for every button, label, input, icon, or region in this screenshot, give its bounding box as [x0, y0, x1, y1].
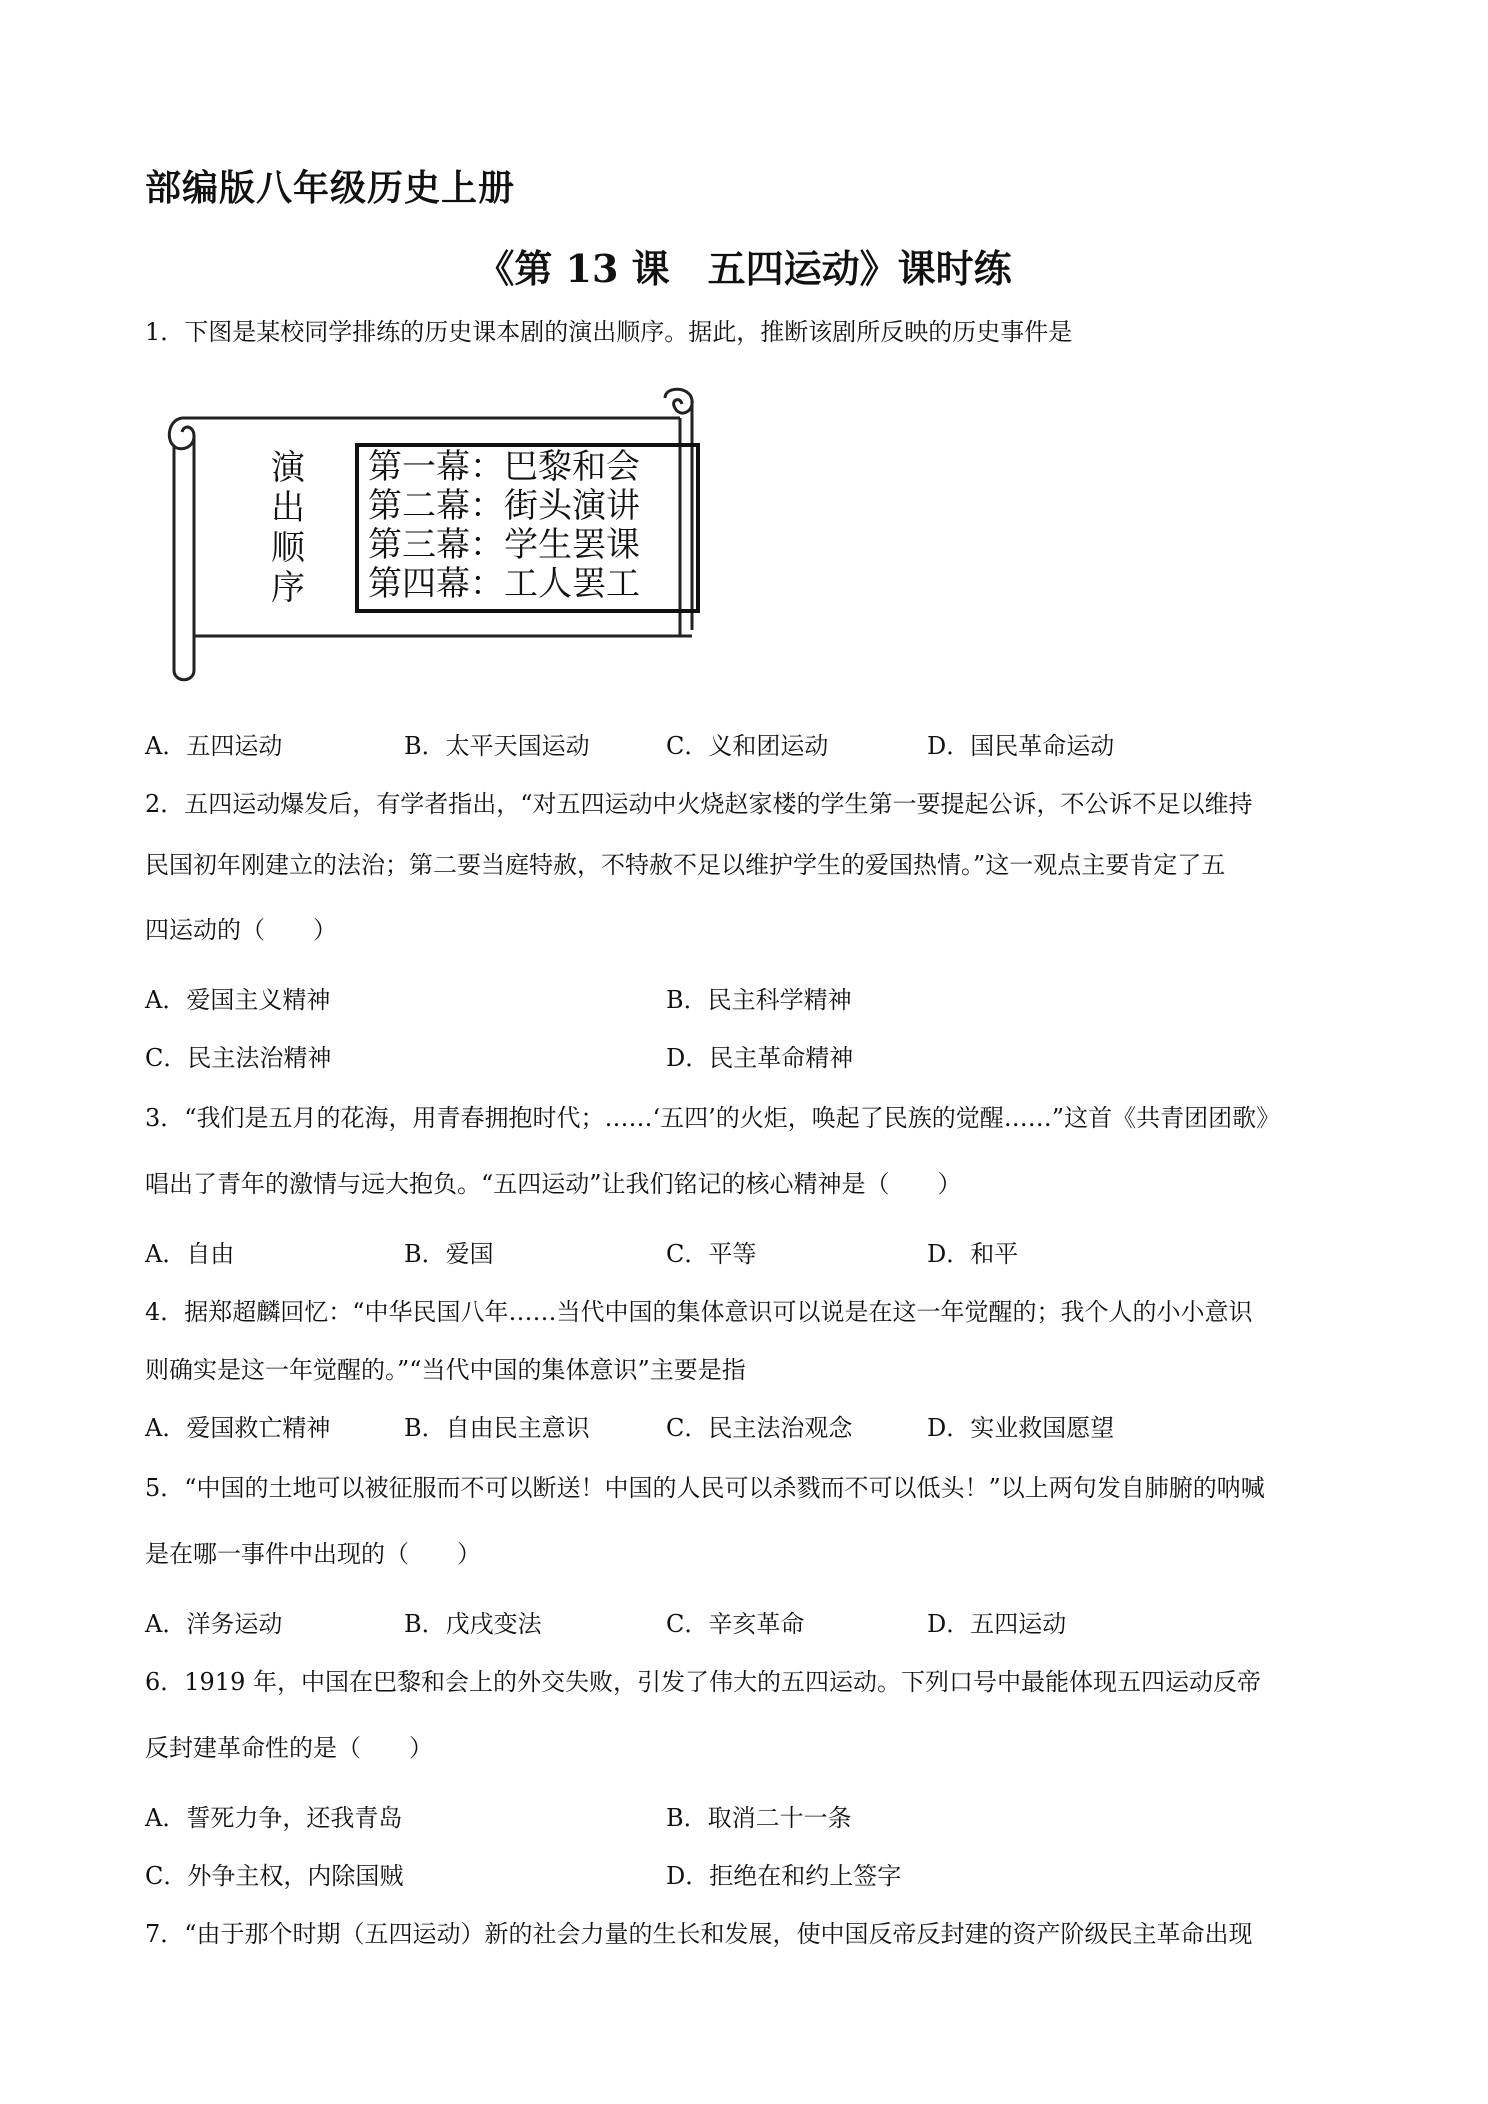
q2-line-3: 四运动的（ ）: [145, 916, 337, 944]
act-1: 第一幕：巴黎和会: [368, 447, 640, 487]
q2-option-c: C．民主法治精神: [145, 1044, 332, 1072]
act-4: 第四幕：工人罢工: [368, 564, 640, 604]
label-char: 序: [271, 568, 305, 608]
q6-option-b: B．取消二十一条: [666, 1804, 852, 1832]
q1-option-c: C．义和团运动: [666, 732, 829, 760]
lesson-title: 《第 13 课 五四运动》课时练: [476, 246, 1012, 291]
q6-option-c: C．外争主权，内除国贼: [145, 1862, 404, 1890]
q3-option-c: C．平等: [666, 1240, 757, 1268]
scroll-vertical-label: [268, 448, 308, 608]
label-char: 演: [271, 448, 305, 488]
act-3: 第三幕：学生罢课: [368, 525, 640, 565]
q2-line-2: 民国初年刚建立的法治；第二要当庭特赦，不特赦不足以维护学生的爱国热情。”这一观点主要肯定了五: [145, 851, 1226, 879]
document-header: 部编版八年级历史上册: [145, 168, 516, 209]
q4-option-b: B．自由民主意识: [404, 1414, 590, 1442]
q4-option-c: C．民主法治观念: [666, 1414, 853, 1442]
q2-option-d: D．民主革命精神: [666, 1044, 854, 1072]
q3-option-d: D．和平: [927, 1240, 1019, 1268]
act-2: 第二幕：街头演讲: [368, 486, 640, 526]
q1-option-d: D．国民革命运动: [927, 732, 1115, 760]
q3-line-1: 3．“我们是五月的花海，用青春拥抱时代；……‘五四’的火炬，唤起了民族的觉醒……”这首《共青团团歌》: [145, 1104, 1281, 1132]
q4-line-1: 4．据郑超麟回忆：“中华民国八年……当代中国的集体意识可以说是在这一年觉醒的；我个人的小小意识: [145, 1298, 1253, 1326]
q1-stem: 1．下图是某校同学排练的历史课本剧的演出顺序。据此，推断该剧所反映的历史事件是: [145, 318, 1073, 346]
q7-line-1: 7．“由于那个时期（五四运动）新的社会力量的生长和发展，使中国反帝反封建的资产阶级民主革命出现: [145, 1920, 1253, 1948]
q6-option-a: A．誓死力争，还我青岛: [145, 1804, 403, 1832]
q5-option-a: A．洋务运动: [145, 1610, 283, 1638]
label-char: 出: [271, 488, 305, 528]
q2-option-b: B．民主科学精神: [666, 986, 852, 1014]
acts-list: [368, 448, 640, 604]
q1-option-a: A．五四运动: [145, 732, 283, 760]
q5-line-1: 5．“中国的土地可以被征服而不可以断送！中国的人民可以杀戮而不可以低头！”以上两句发自肺腑的呐喊: [145, 1474, 1265, 1502]
q5-option-d: D．五四运动: [927, 1610, 1067, 1638]
q4-line-2: 则确实是这一年觉醒的。”“当代中国的集体意识”主要是指: [145, 1356, 746, 1384]
q5-line-2: 是在哪一事件中出现的（ ）: [145, 1540, 481, 1568]
q5-option-c: C．辛亥革命: [666, 1610, 805, 1638]
q3-option-b: B．爱国: [404, 1240, 494, 1268]
q2-option-a: A．爱国主义精神: [145, 986, 331, 1014]
performance-order-scroll: [160, 378, 720, 688]
label-char: 顺: [271, 528, 305, 568]
q6-option-d: D．拒绝在和约上签字: [666, 1862, 902, 1890]
q5-option-b: B．戊戌变法: [404, 1610, 542, 1638]
q4-option-a: A．爱国救亡精神: [145, 1414, 331, 1442]
q3-line-2: 唱出了青年的激情与远大抱负。“五四运动”让我们铭记的核心精神是（ ）: [145, 1170, 962, 1198]
q2-line-1: 2．五四运动爆发后，有学者指出，“对五四运动中火烧赵家楼的学生第一要提起公诉，不公诉不足以维持: [145, 790, 1253, 818]
q6-line-1: 6．1919 年，中国在巴黎和会上的外交失败，引发了伟大的五四运动。下列口号中最能体现五四运动反帝: [145, 1668, 1261, 1696]
q1-option-b: B．太平天国运动: [404, 732, 590, 760]
q4-option-d: D．实业救国愿望: [927, 1414, 1115, 1442]
q3-option-a: A．自由: [145, 1240, 235, 1268]
q6-line-2: 反封建革命性的是（ ）: [145, 1734, 433, 1762]
